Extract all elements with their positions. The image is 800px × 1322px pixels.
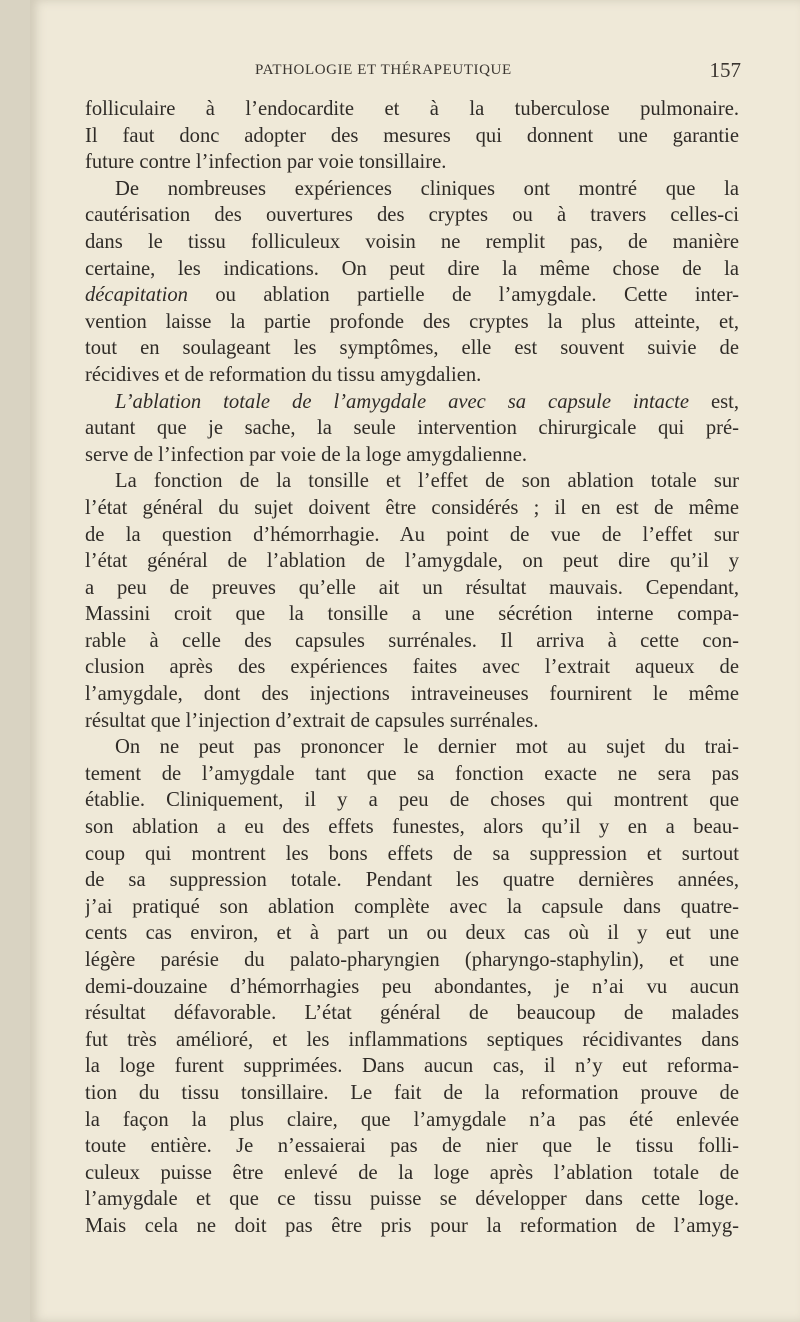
text-line: son ablation a eu des effets funestes, alors qu’il y en a beau- [85,816,739,839]
text-line: j’ai pratiqué son ablation complète avec la capsule dans quatre- [85,895,739,918]
text-line: rable à celle des capsules surrénales. Il arriva à cette con- [85,629,739,652]
text-line: folliculaire à l’endocardite et à la tuberculose pulmonaire. [85,98,739,120]
line-text: ou ablation partielle de l’amygdale. Cette inter- [187,284,739,307]
text-line: l’état général de l’ablation de l’amygdale, on peut dire qu’il y [85,550,739,573]
text-line: certaine, les indications. On peut dire la même chose de la [85,257,739,280]
text-line: clusion après des expériences faites avec l’extrait aqueux de [85,656,739,679]
page-number: 157 [709,58,741,82]
text-line: Il faut donc adopter des mesures qui donnent une garantie [85,124,739,147]
text-line: demi-douzaine d’hémorrhagies peu abondantes, je n’ai vu aucun [85,975,739,998]
text-line: cautérisation des ouvertures des cryptes ou à travers celles-ci [85,204,739,227]
text-line: l’état général du sujet doivent être considérés ; il en est de même [85,496,739,519]
page-header [255,58,745,84]
text-line: On ne peut pas prononcer le dernier mot au sujet du trai- [115,736,739,759]
line-text: est, [688,390,739,413]
text-line: La fonction de la tonsille et l’effet de son ablation totale sur [115,470,739,493]
text-line: a peu de preuves qu’elle ait un résultat mauvais. Cependant, [85,576,739,599]
text-line: tout en soulageant les symptômes, elle est souvent suivie de [85,337,739,360]
text-line: serve de l’infection par voie de la loge amygdalienne. [85,443,528,466]
italic-phrase: décapitation [85,284,188,307]
text-line: la loge furent supprimées. Dans aucun cas, il n’y eut reforma- [85,1055,739,1078]
text-line: établie. Cliniquement, il y a peu de choses qui montrent que [85,789,739,812]
text-line: toute entière. Je n’essaierai pas de nier que le tissu folli- [85,1135,739,1158]
text-line: Massini croit que la tonsille a une sécrétion interne compa- [85,603,739,626]
running-title: PATHOLOGIE ET THÉRAPEUTIQUE [255,62,512,78]
book-page [30,0,800,1322]
text-line: de sa suppression totale. Pendant les quatre dernières années, [85,869,739,892]
text-line [85,389,739,416]
text-line: tion du tissu tonsillaire. Le fait de la reformation prouve de [85,1081,739,1104]
text-line [85,282,739,309]
text-line: coup qui montrent les bons effets de sa suppression et surtout [85,842,739,865]
text-line: l’amygdale et que ce tissu puisse se développer dans cette loge. [85,1188,739,1211]
text-line: l’amygdale, dont des injections intraveineuses fournirent le même [85,683,739,706]
text-line: culeux puisse être enlevé de la loge après l’ablation totale de [85,1161,739,1184]
text-line: la façon la plus claire, que l’amygdale n’a pas été enlevée [85,1108,739,1131]
text-line: résultat défavorable. L’état général de beaucoup de malades [85,1002,739,1025]
text-line: future contre l’infection par voie tonsillaire. [85,151,447,174]
text-line: De nombreuses expériences cliniques ont montré que la [115,177,739,200]
text-line: vention laisse la partie profonde des cryptes la plus atteinte, et, [85,310,739,333]
text-line: tement de l’amygdale tant que sa fonction exacte ne sera pas [85,762,739,785]
text-line: autant que je sache, la seule intervention chirurgicale qui pré- [85,417,739,440]
text-line: de la question d’hémorrhagie. Au point de vue de l’effet sur [85,523,739,546]
text-line: légère parésie du palato-pharyngien (pharyngo-staphylin), et une [85,949,739,971]
text-line: fut très amélioré, et les inflammations septiques récidivantes dans [85,1028,739,1051]
text-line: résultat que l’injection d’extrait de capsules surrénales. [85,709,539,732]
text-line: récidives et de reformation du tissu amygdalien. [85,363,482,386]
italic-phrase: L’ablation totale de l’amygdale avec sa capsule intacte [115,390,689,413]
body-text [85,96,739,1240]
text-line: Mais cela ne doit pas être pris pour la reformation de l’amyg- [85,1214,739,1237]
text-line: dans le tissu folliculeux voisin ne remplit pas, de manière [85,230,739,253]
text-line: cents cas environ, et à part un ou deux cas où il y eut une [85,922,739,945]
